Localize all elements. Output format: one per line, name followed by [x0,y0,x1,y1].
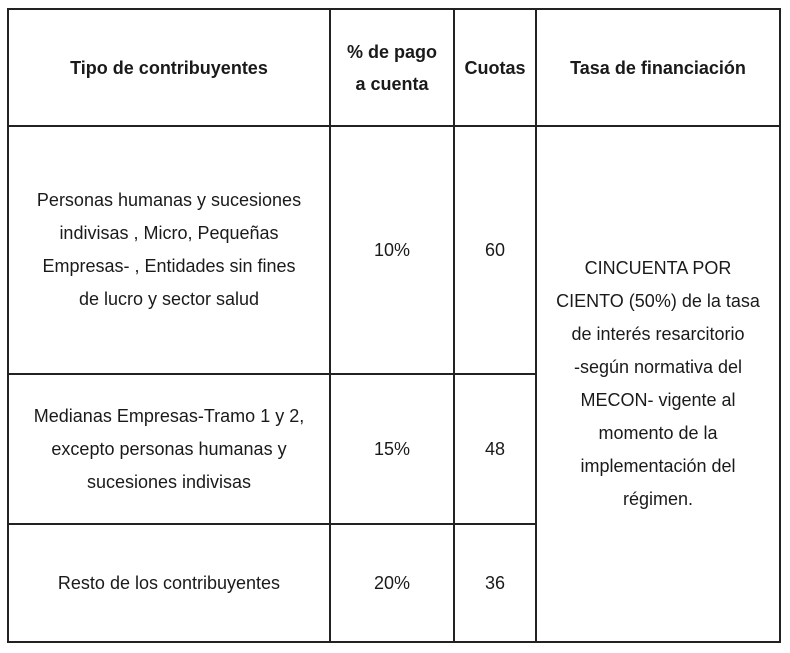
cell-pago: 20% [330,524,454,642]
cell-pago: 15% [330,374,454,524]
cell-pago: 10% [330,126,454,374]
table-row [8,126,780,374]
cell-tipo: Medianas Empresas-Tramo 1 y 2, excepto personas humanas y sucesiones indivisas [8,374,330,524]
table-header-row [8,9,780,126]
cell-tasa-financiacion: CINCUENTA POR CIENTO (50%) de la tasa de interés resarcitorio -según normativa del MECON- vigente al momento de la implementación del régimen. [536,126,780,642]
cell-cuotas: 60 [454,126,536,374]
financing-table [7,8,781,643]
cell-cuotas: 36 [454,524,536,642]
header-pago-line-1: % de pago [346,41,437,62]
header-cuotas: Cuotas [454,9,536,126]
header-tasa-financiacion: Tasa de financiación [536,9,780,126]
cell-tipo: Personas humanas y sucesiones indivisas , Micro, Pequeñas Empresas- , Entidades sin fines de lucro y sector salud [8,126,330,374]
header-tipo-contribuyentes: Tipo de contribuyentes [8,9,330,126]
cell-cuotas: 48 [454,374,536,524]
cell-tipo: Resto de los contribuyentes [8,524,330,642]
header-pago-a-cuenta [330,9,454,126]
header-pago-line-2: a cuenta [355,73,429,94]
